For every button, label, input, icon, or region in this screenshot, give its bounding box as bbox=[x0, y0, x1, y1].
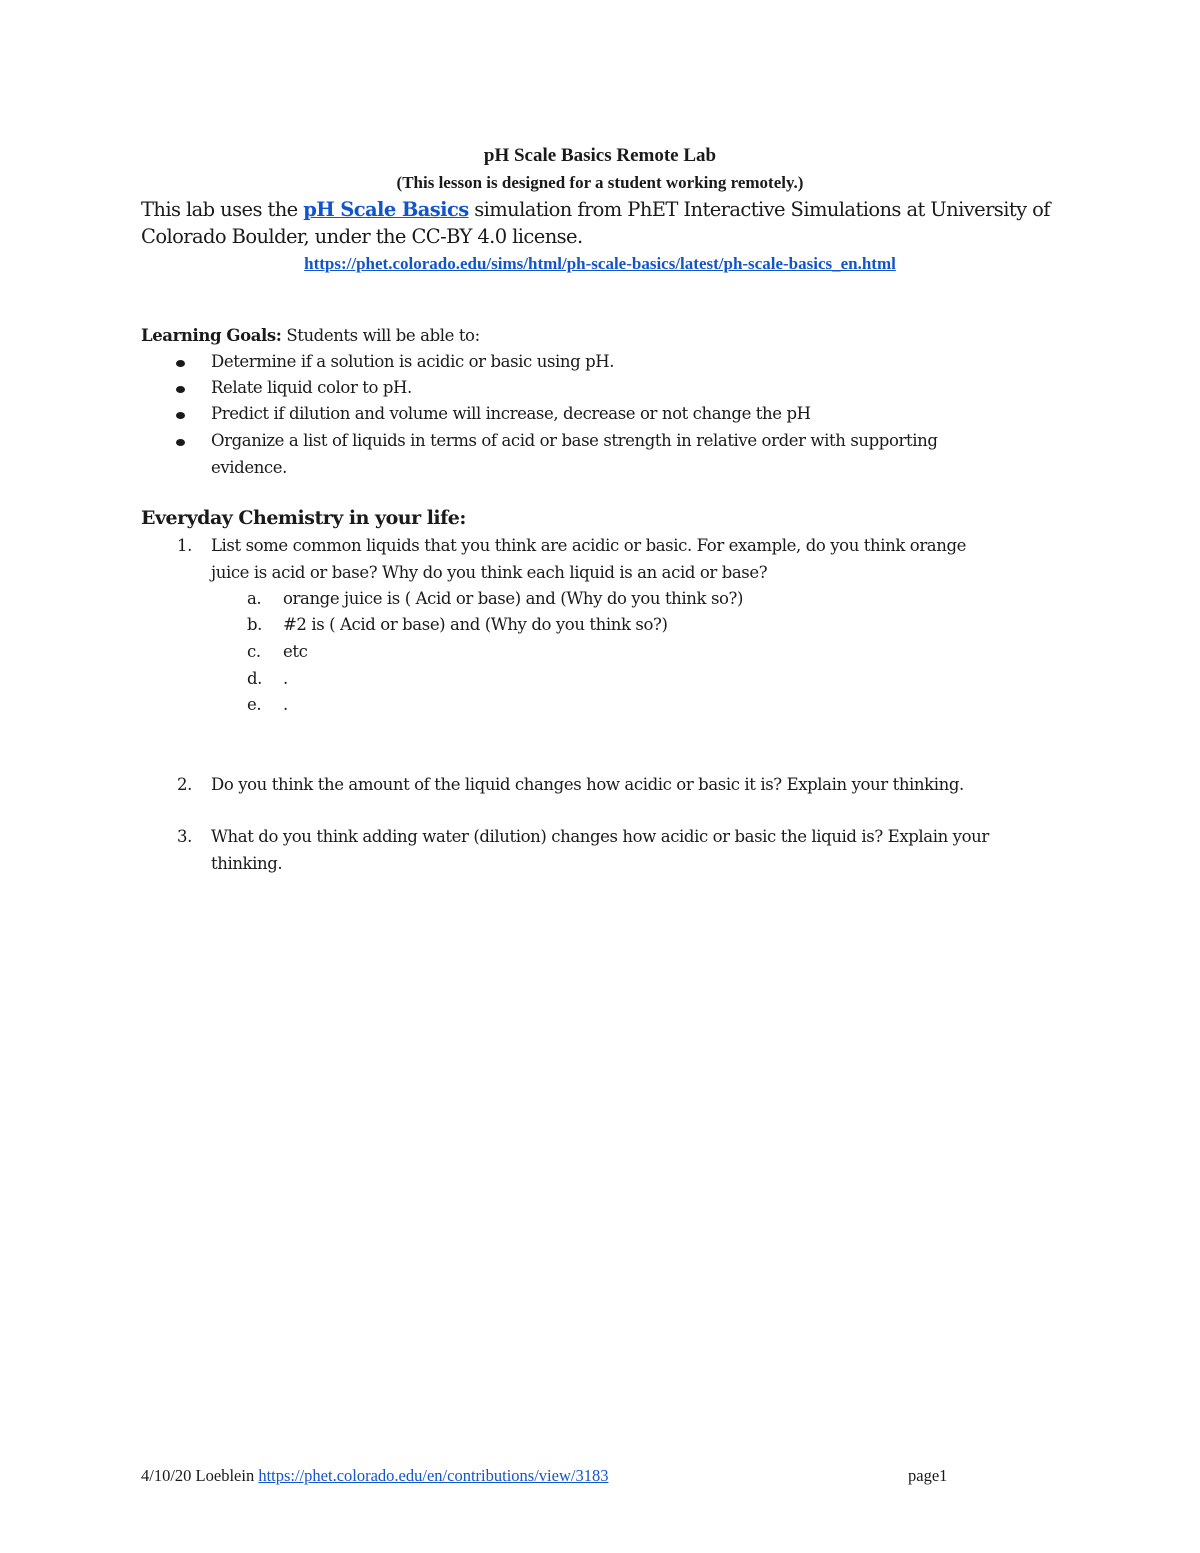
sim-link[interactable]: pH Scale Basics bbox=[303, 198, 469, 221]
sub-item: . bbox=[283, 695, 288, 714]
sub-letter: d. bbox=[247, 669, 263, 688]
footer-url[interactable]: https://phet.colorado.edu/en/contributions/view/3183 bbox=[258, 1466, 609, 1485]
sim-url-link bbox=[0, 254, 1200, 274]
sub-item: . bbox=[283, 669, 288, 688]
sub-letter: b. bbox=[247, 615, 263, 634]
bullet-icon bbox=[176, 412, 185, 419]
sub-letter: e. bbox=[247, 695, 262, 714]
question-1-line-1: List some common liquids that you think are acidic or basic. For example, do you think orange bbox=[211, 536, 967, 555]
question-3-line-2: thinking. bbox=[211, 854, 283, 873]
goal-item: Organize a list of liquids in terms of acid or base strength in relative order with supporting bbox=[211, 431, 938, 450]
bullet-icon bbox=[176, 386, 185, 393]
intro-prefix: This lab uses the bbox=[141, 198, 304, 221]
learning-goals-heading bbox=[141, 326, 480, 345]
goal-item: Determine if a solution is acidic or basic using pH. bbox=[211, 352, 615, 371]
footer-date-author: 4/10/20 Loeblein bbox=[141, 1466, 259, 1485]
bullet-icon bbox=[176, 360, 185, 367]
learning-goals-lead: Students will be able to: bbox=[281, 326, 480, 345]
page-subtitle: (This lesson is designed for a student working remotely.) bbox=[396, 173, 804, 192]
intro-suffix: simulation from PhET Interactive Simulations at University of bbox=[468, 198, 1050, 221]
goal-item-continued: evidence. bbox=[211, 458, 287, 477]
learning-goals-label: Learning Goals: bbox=[141, 326, 282, 345]
question-number: 2. bbox=[177, 775, 192, 794]
sub-item: orange juice is ( Acid or base) and (Why do you think so?) bbox=[283, 589, 744, 608]
question-3-line-1: What do you think adding water (dilution) changes how acidic or basic the liquid is? Explain your bbox=[211, 827, 989, 846]
intro-line-1 bbox=[141, 198, 1050, 221]
intro-line-2: Colorado Boulder, under the CC-BY 4.0 license. bbox=[141, 225, 583, 248]
section-heading: Everyday Chemistry in your life: bbox=[141, 507, 466, 529]
question-number: 3. bbox=[177, 827, 192, 846]
question-1-line-2: juice is acid or base? Why do you think each liquid is an acid or base? bbox=[211, 563, 768, 582]
sim-url[interactable]: https://phet.colorado.edu/sims/html/ph-scale-basics/latest/ph-scale-basics_en.html bbox=[304, 254, 896, 273]
footer-left bbox=[141, 1466, 608, 1486]
bullet-icon bbox=[176, 439, 185, 446]
goal-item: Predict if dilution and volume will increase, decrease or not change the pH bbox=[211, 404, 811, 423]
question-number: 1. bbox=[177, 536, 192, 555]
question-2: Do you think the amount of the liquid changes how acidic or basic it is? Explain your thinking. bbox=[211, 775, 964, 794]
page-title: pH Scale Basics Remote Lab bbox=[483, 145, 717, 166]
sub-item: etc bbox=[283, 642, 308, 661]
goal-item: Relate liquid color to pH. bbox=[211, 378, 412, 397]
sub-letter: a. bbox=[247, 589, 262, 608]
sub-item: #2 is ( Acid or base) and (Why do you think so?) bbox=[283, 615, 668, 634]
sub-letter: c. bbox=[247, 642, 261, 661]
page-number: page1 bbox=[908, 1466, 948, 1485]
